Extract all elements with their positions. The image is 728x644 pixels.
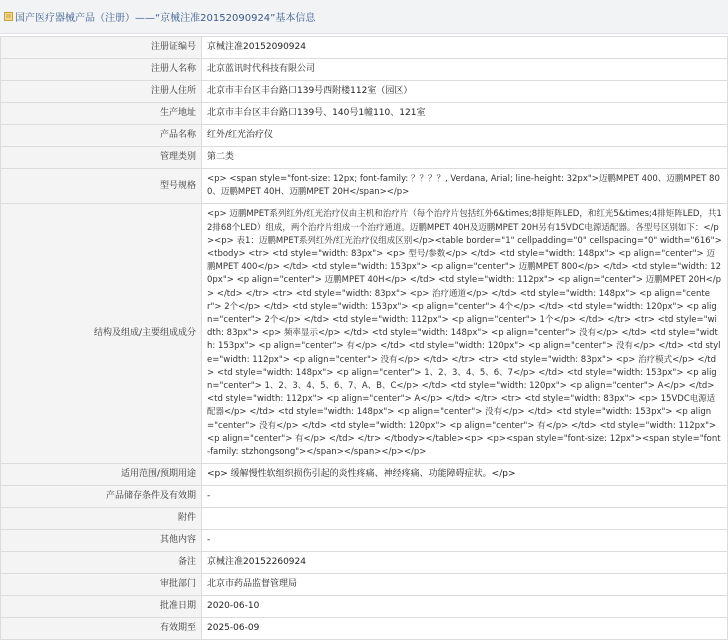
- field-label: 注册人住所: [1, 81, 202, 103]
- table-row: [1, 37, 728, 59]
- field-label: 注册证编号: [1, 37, 202, 59]
- field-value: 红外/红光治疗仪: [202, 125, 728, 147]
- table-row: [1, 125, 728, 147]
- table-row: [1, 486, 728, 508]
- field-value: -: [202, 486, 728, 508]
- field-label: 产品名称: [1, 125, 202, 147]
- field-label: 其他内容: [1, 530, 202, 552]
- page-header: [0, 0, 728, 34]
- field-value: -: [202, 530, 728, 552]
- table-row: [1, 204, 728, 464]
- table-row: [1, 103, 728, 125]
- field-label: 结构及组成/主要组成成分: [1, 204, 202, 464]
- field-label: 型号规格: [1, 169, 202, 204]
- table-row: [1, 81, 728, 103]
- field-value: 北京市丰台区丰台路口139号西附楼112室（园区）: [202, 81, 728, 103]
- field-value: 京械注准20152090924: [202, 37, 728, 59]
- field-value: <p> 缓解慢性软组织损伤引起的炎性疼痛、神经疼痛、功能障碍症状。</p>: [202, 464, 728, 486]
- field-label: 生产地址: [1, 103, 202, 125]
- table-row: [1, 464, 728, 486]
- field-label: 管理类别: [1, 147, 202, 169]
- page-title: 国产医疗器械产品（注册）——“京械注准20152090924”基本信息: [15, 13, 316, 24]
- table-row: [1, 596, 728, 618]
- table-row: [1, 574, 728, 596]
- field-value: [202, 508, 728, 530]
- table-row: [1, 147, 728, 169]
- field-value: 2025-06-09: [202, 618, 728, 640]
- table-row: [1, 552, 728, 574]
- field-label: 注册人名称: [1, 59, 202, 81]
- registration-info-table: [0, 36, 728, 640]
- field-value: 北京市丰台区丰台路口139号、140号1幢110、121室: [202, 103, 728, 125]
- table-row: [1, 618, 728, 640]
- field-label: 产品储存条件及有效期: [1, 486, 202, 508]
- field-value: 第二类: [202, 147, 728, 169]
- table-row: [1, 169, 728, 204]
- table-row: [1, 508, 728, 530]
- field-value: 2020-06-10: [202, 596, 728, 618]
- field-label: 适用范围/预期用途: [1, 464, 202, 486]
- field-label: 备注: [1, 552, 202, 574]
- field-value: 京械注准20152260924: [202, 552, 728, 574]
- document-icon: [4, 12, 13, 21]
- field-value: <p> 迈鹏MPET系列红外/红光治疗仪由主机和治疗片（每个治疗片包括红外6&times;8排矩阵LED，和红光5&times;4排矩阵LED，共12排68个LED）组成，两个治疗片组成一个治疗通道。迈鹏MPET 40H及迈鹏MPET 20H另有15VDC电源适配器。各型号区别如下：</p><p> 表1：迈鹏MPET系列红外/红光治疗仪组成区别</p><table border="1" cellpadding="0" cellspacing="0" width="616"> <tbody> <tr> <td style="width: 83px"> <p> 型号/参数</p> </td> <td style="width: 148px"> <p align="center"> 迈鹏MPET 400</p> </td> <td style="width: 153px"> <p align="center"> 迈鹏MPET 800</p> </td> <td style="width: 120px"> <p align="center"> 迈鹏MPET 40H</p> </td> <td style="width: 112px"> <p align="center"> 迈鹏MPET 20H</p> </td> </tr> <tr> <td style="width: 83px"> <p> 治疗通道</p> </td> <td style="width: 148px"> <p align="center"> 2个</p> </td> <td style="width: 153px"> <p align="center"> 4个</p> </td> <td style="width: 120px"> <p align="center"> 2个</p> </td> <td style="width: 112px"> <p align="center"> 1个</p> </td> </tr> <tr> <td style="width: 83px"> <p> 频率显示</p> </td> <td style="width: 148px"> <p align="center"> 没有</p> </td> <td style="width: 153px"> <p align="center"> 有</p> </td> <td style="width: 120px"> <p align="center"> 没有</p> </td> <td style="width: 112px"> <p align="center"> 没有</p> </td> </tr> <tr> <td style="width: 83px"> <p> 治疗模式</p> </td> <td style="width: 148px"> <p align="center"> 1、2、3、4、5、6、7</p> </td> <td style="width: 153px"> <p align="center"> 1、2、3、4、5、6、7、A、B、C</p> </td> <td style="width: 120px"> <p align="center"> A</p> </td> <td style="width: 112px"> <p align="center"> A</p> </td> </tr> <tr> <td style="width: 83px"> <p> 15VDC电源适配器</p> </td> <td style="width: 148px"> <p align="center"> 没有</p> </td> <td style="width: 153px"> <p align="center"> 没有</p> </td> <td style="width: 120px"> <p align="center"> 有</p> </td> <td style="width: 112px"> <p align="center"> 有</p> </td> </tr> </tbody></table><p> <p><span style="font-size: 12px"><span style="font-family: stzhongsong"></span></span></p></p>: [202, 204, 728, 464]
- field-value: <p> <span style="font-size: 12px; font-family: ？？？？, Verdana, Arial; line-height: 32px">迈鹏MPET 400、迈鹏MPET 800、迈鹏MPET 40H、迈鹏MPET 20H</span></p>: [202, 169, 728, 204]
- field-label: 附件: [1, 508, 202, 530]
- table-row: [1, 530, 728, 552]
- table-row: [1, 59, 728, 81]
- field-value: 北京市药品监督管理局: [202, 574, 728, 596]
- field-value: 北京蓝讯时代科技有限公司: [202, 59, 728, 81]
- field-label: 批准日期: [1, 596, 202, 618]
- field-label: 有效期至: [1, 618, 202, 640]
- field-label: 审批部门: [1, 574, 202, 596]
